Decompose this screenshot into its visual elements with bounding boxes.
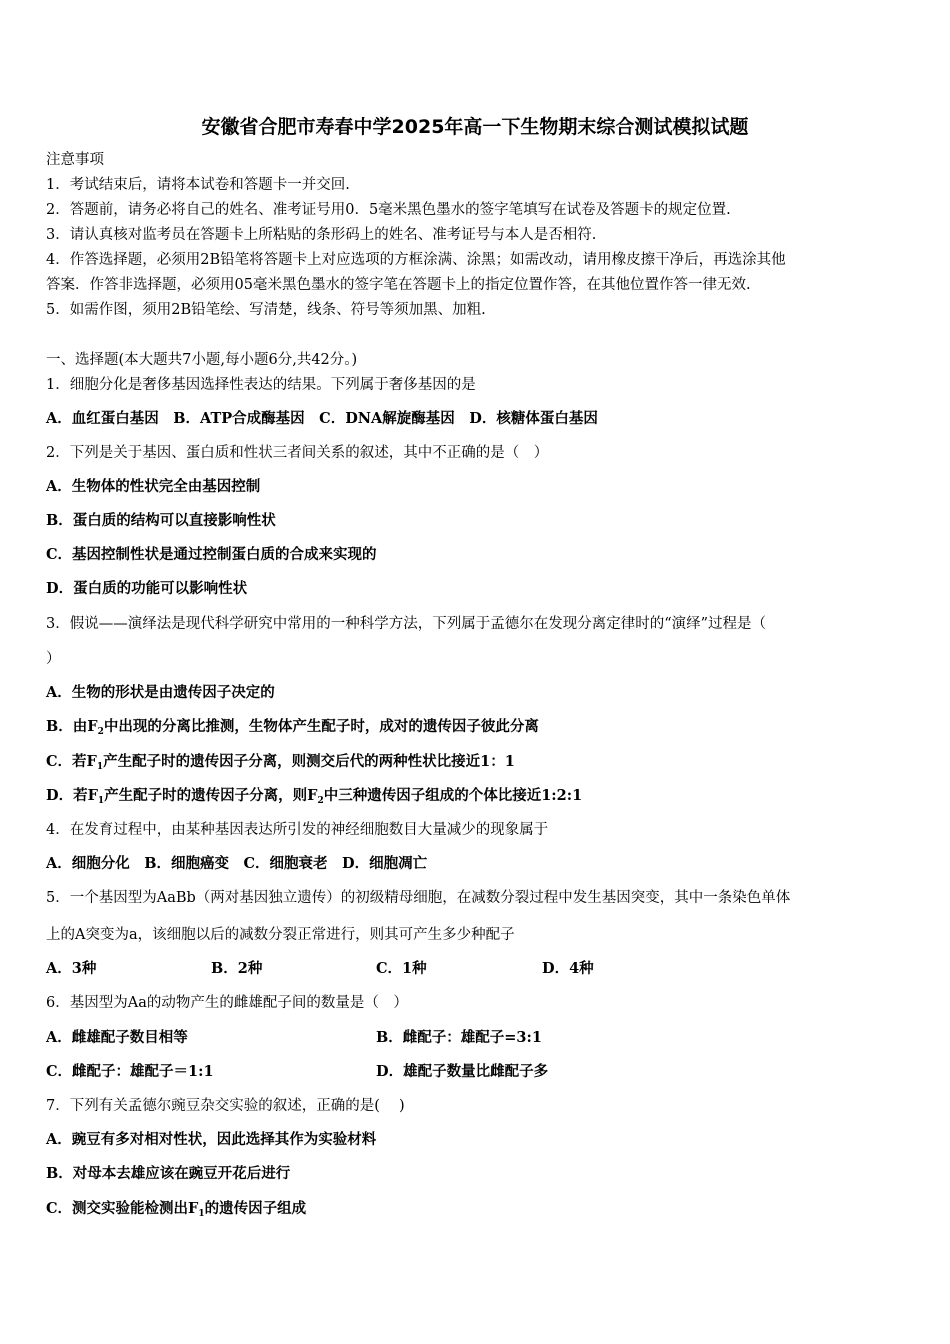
note-item: 5．如需作图，须用2B铅笔绘、写清楚，线条、符号等须加黑、加粗. [46, 302, 486, 318]
question-6-stem: 6．基因型为Aa的动物产生的雌雄配子间的数量是（ ） [46, 995, 408, 1011]
option-text: D．若F [46, 787, 98, 804]
option-text: B．由F [46, 718, 98, 735]
question-5-stem-line2: 上的A突变为a，该细胞以后的减数分裂正常进行，则其可产生多少种配子 [46, 927, 515, 943]
question-5-stem-line1: 5．一个基因型为AaBb（两对基因独立遗传）的初级精母细胞，在减数分裂过程中发生基因突变，其中一条染色单体 [46, 890, 791, 906]
page-title: 安徽省合肥市寿春中学2025年高一下生物期末综合测试模拟试题 [201, 116, 749, 138]
note-item: 答案．作答非选择题，必须用05毫米黑色墨水的签字笔在答题卡上的指定位置作答，在其他位置作答一律无效. [46, 277, 751, 293]
option-text: 产生配子时的遗传因子分离，则测交后代的两种性状比接近1：1 [103, 753, 515, 770]
option-text: C．测交实验能检测出F [46, 1200, 199, 1217]
subscript: 1 [198, 1209, 205, 1219]
subscript: 1 [97, 796, 105, 806]
question-6-option-b: B．雌配子：雄配子=3:1 [376, 1029, 542, 1046]
question-5-option-d: D．4种 [542, 960, 594, 977]
question-4-stem: 4．在发育过程中，由某种基因表达所引发的神经细胞数目大量减少的现象属于 [46, 822, 549, 838]
question-5-option-a: A．3种 [46, 960, 97, 977]
question-1-stem: 1．细胞分化是奢侈基因选择性表达的结果。下列属于奢侈基因的是 [46, 377, 476, 393]
option-text: C．若F [46, 753, 97, 770]
note-item: 2．答题前，请务必将自己的姓名、准考证号用0．5毫米黑色墨水的签字笔填写在试卷及答题卡的规定位置. [46, 202, 731, 218]
question-3-stem-line2: ） [46, 651, 61, 667]
question-7-stem: 7．下列有关孟德尔豌豆杂交实验的叙述，正确的是( ) [46, 1098, 405, 1114]
question-3-option-b [46, 717, 906, 742]
subscript: 1 [96, 762, 104, 772]
question-3-option-a: A．生物的形状是由遗传因子决定的 [46, 684, 275, 701]
option-text: 中出现的分离比推测，生物体产生配子时，成对的遗传因子彼此分离 [103, 718, 539, 735]
option-text: 的遗传因子组成 [204, 1200, 307, 1217]
note-item: 1．考试结束后，请将本试卷和答题卡一并交回. [46, 177, 350, 193]
question-2-option-d: D．蛋白质的功能可以影响性状 [46, 580, 248, 597]
question-3-stem-line1: 3．假说——演绎法是现代科学研究中常用的一种科学方法，下列属于孟德尔在发现分离定律时的“演绎”过程是（ [46, 616, 767, 632]
question-3-option-c [46, 752, 906, 777]
question-4-options: A．细胞分化 B．细胞癌变 C．细胞衰老 D．细胞凋亡 [46, 855, 428, 872]
question-1-options: A．血红蛋白基因 B．ATP合成酶基因 C．DNA解旋酶基因 D．核糖体蛋白基因 [46, 410, 598, 427]
subscript: 2 [97, 727, 104, 737]
option-text: 中三种遗传因子组成的个体比接近1:2:1 [323, 787, 583, 804]
question-5-option-b: B．2种 [211, 960, 263, 977]
note-item: 3．请认真核对监考员在答题卡上所粘贴的条形码上的姓名、准考证号与本人是否相符. [46, 227, 597, 243]
question-6-option-c: C．雌配子：雄配子＝1:1 [46, 1063, 214, 1080]
question-2-stem: 2．下列是关于基因、蛋白质和性状三者间关系的叙述，其中不正确的是（ ） [46, 445, 549, 461]
question-6-option-a: A．雌雄配子数目相等 [46, 1029, 188, 1046]
section-heading: 一、选择题(本大题共7小题,每小题6分,共42分。) [46, 352, 358, 368]
question-5-option-c: C．1种 [376, 960, 427, 977]
notes-heading: 注意事项 [46, 152, 104, 168]
question-2-option-b: B．蛋白质的结构可以直接影响性状 [46, 512, 276, 529]
question-2-option-a: A．生物体的性状完全由基因控制 [46, 478, 261, 495]
question-2-option-c: C．基因控制性状是通过控制蛋白质的合成来实现的 [46, 546, 377, 563]
subscript: 2 [317, 796, 324, 806]
question-3-option-d [46, 786, 906, 811]
question-6-option-d: D．雄配子数量比雌配子多 [376, 1063, 549, 1080]
note-item: 4．作答选择题，必须用2B铅笔将答题卡上对应选项的方框涂满、涂黑；如需改动，请用橡皮擦干净后，再选涂其他 [46, 252, 786, 268]
question-7-option-a: A．豌豆有多对相对性状，因此选择其作为实验材料 [46, 1131, 377, 1148]
question-7-option-b: B．对母本去雄应该在豌豆开花后进行 [46, 1165, 291, 1182]
option-text: 产生配子时的遗传因子分离，则F [104, 787, 318, 804]
question-7-option-c [46, 1199, 906, 1224]
